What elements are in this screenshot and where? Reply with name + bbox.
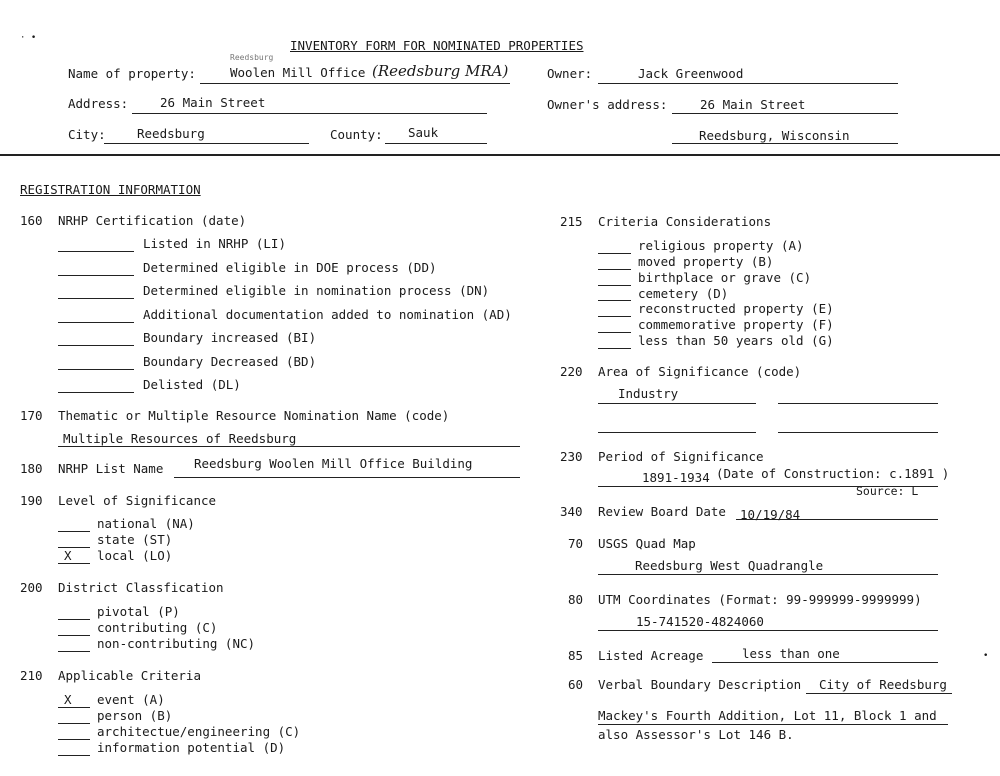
s60-title: Verbal Boundary Description xyxy=(598,677,802,692)
s200-item-2: contributing (C) xyxy=(97,620,218,635)
s210-blank-3 xyxy=(58,739,90,740)
s190-blank-2 xyxy=(58,547,90,548)
s210-item-1: event (A) xyxy=(97,692,165,707)
s190-item-2: state (ST) xyxy=(97,532,173,547)
s220-code: 220 xyxy=(560,364,583,379)
name-of-property-value: Woolen Mill Office xyxy=(230,65,366,80)
s60-field-line-2 xyxy=(598,724,948,725)
s210-blank-1 xyxy=(58,707,90,708)
s210-item-2: person (B) xyxy=(97,708,173,723)
s80-title: UTM Coordinates (Format: 99-999999-9999999) xyxy=(598,592,922,607)
s70-code: 70 xyxy=(568,536,584,551)
s220-value: Industry xyxy=(618,386,679,401)
s70-value: Reedsburg West Quadrangle xyxy=(635,558,824,573)
s230-note: (Date of Construction: c.1891 ) xyxy=(716,466,950,481)
header-divider xyxy=(0,154,1000,156)
name-handwritten-note: (Reedsburg MRA) xyxy=(372,62,509,80)
s160-code: 160 xyxy=(20,213,43,228)
owner-field-line xyxy=(598,83,898,84)
s180-value: Reedsburg Woolen Mill Office Building xyxy=(194,456,473,471)
address-value: 26 Main Street xyxy=(160,95,266,110)
s340-field-line xyxy=(736,519,938,520)
s160-title: NRHP Certification (date) xyxy=(58,213,247,228)
s160-item-6: Boundary Decreased (BD) xyxy=(143,354,317,369)
s215-item-3: birthplace or grave (C) xyxy=(638,270,812,285)
s200-blank-2 xyxy=(58,635,90,636)
s170-code: 170 xyxy=(20,408,43,423)
s215-item-4: cemetery (D) xyxy=(638,286,729,301)
s85-title: Listed Acreage xyxy=(598,648,704,663)
address-label: Address: xyxy=(68,96,129,111)
s200-blank-3 xyxy=(58,651,90,652)
s80-code: 80 xyxy=(568,592,584,607)
s160-item-1: Listed in NRHP (LI) xyxy=(143,236,286,251)
s215-code: 215 xyxy=(560,214,583,229)
owner-value: Jack Greenwood xyxy=(638,66,744,81)
address-field-line xyxy=(132,113,487,114)
s210-item-3: architectue/engineering (C) xyxy=(97,724,301,739)
s215-blank-3 xyxy=(598,285,631,286)
s190-title: Level of Significance xyxy=(58,493,217,508)
city-field-line xyxy=(104,143,309,144)
s220-title: Area of Significance (code) xyxy=(598,364,802,379)
s160-blank-6 xyxy=(58,369,134,370)
stray-mark-right: • xyxy=(983,651,989,661)
s210-blank-2 xyxy=(58,723,90,724)
s200-item-3: non-contributing (NC) xyxy=(97,636,256,651)
s170-field-line xyxy=(58,446,520,447)
name-small-note: Reedsburg xyxy=(230,53,274,62)
county-field-line xyxy=(385,143,487,144)
s230-value: 1891-1934 xyxy=(642,470,710,485)
s340-title: Review Board Date xyxy=(598,504,726,519)
s190-code: 190 xyxy=(20,493,43,508)
s180-code: 180 xyxy=(20,461,43,476)
s160-item-5: Boundary increased (BI) xyxy=(143,330,317,345)
s60-field-line-1 xyxy=(806,693,952,694)
s170-title: Thematic or Multiple Resource Nomination Name (code) xyxy=(58,408,450,423)
s190-blank-3 xyxy=(58,563,90,564)
s190-blank-1 xyxy=(58,531,90,532)
owner-address-label: Owner's address: xyxy=(547,97,668,112)
s200-item-1: pivotal (P) xyxy=(97,604,180,619)
s170-value: Multiple Resources of Reedsburg xyxy=(63,431,297,446)
s60-value-3: also Assessor's Lot 146 B. xyxy=(598,727,794,742)
s85-value: less than one xyxy=(742,646,840,661)
s70-title: USGS Quad Map xyxy=(598,536,696,551)
s160-blank-4 xyxy=(58,322,134,323)
s80-field-line xyxy=(598,630,938,631)
s210-mark-1: X xyxy=(64,692,72,707)
s160-blank-7 xyxy=(58,392,134,393)
s80-value: 15-741520-4824060 xyxy=(636,614,764,629)
s160-blank-2 xyxy=(58,275,134,276)
s160-item-7: Delisted (DL) xyxy=(143,377,241,392)
s230-source: Source: L xyxy=(856,484,919,498)
s70-field-line xyxy=(598,574,938,575)
s215-blank-1 xyxy=(598,253,631,254)
s210-blank-4 xyxy=(58,755,90,756)
s180-title: NRHP List Name xyxy=(58,461,164,476)
s215-item-5: reconstructed property (E) xyxy=(638,301,834,316)
s60-value-2: Mackey's Fourth Addition, Lot 11, Block 1 and xyxy=(598,708,937,723)
s220-field-line-4 xyxy=(778,432,938,433)
name-field-line xyxy=(200,83,510,84)
s220-field-line-3 xyxy=(598,432,756,433)
s85-field-line xyxy=(712,662,938,663)
s215-blank-7 xyxy=(598,348,631,349)
s210-title: Applicable Criteria xyxy=(58,668,201,683)
s160-item-4: Additional documentation added to nomination (AD) xyxy=(143,307,512,322)
s210-item-4: information potential (D) xyxy=(97,740,286,755)
s215-item-2: moved property (B) xyxy=(638,254,774,269)
city-value: Reedsburg xyxy=(137,126,205,141)
owner-label: Owner: xyxy=(547,66,593,81)
s215-item-1: religious property (A) xyxy=(638,238,804,253)
s160-blank-1 xyxy=(58,251,134,252)
s200-code: 200 xyxy=(20,580,43,595)
s340-code: 340 xyxy=(560,504,583,519)
s215-item-6: commemorative property (F) xyxy=(638,317,834,332)
s230-title: Period of Significance xyxy=(598,449,764,464)
name-of-property-label: Name of property: xyxy=(68,66,196,81)
s60-code: 60 xyxy=(568,677,584,692)
owner-city-field-line xyxy=(672,143,898,144)
s60-value-1: City of Reedsburg xyxy=(819,677,947,692)
stray-mark: · • xyxy=(20,33,37,43)
s210-code: 210 xyxy=(20,668,43,683)
s85-code: 85 xyxy=(568,648,584,663)
s340-value: 10/19/84 xyxy=(740,507,801,522)
s215-blank-5 xyxy=(598,316,631,317)
owner-city-value: Reedsburg, Wisconsin xyxy=(699,128,850,143)
s160-item-3: Determined eligible in nomination process (DN) xyxy=(143,283,490,298)
owner-address-value: 26 Main Street xyxy=(700,97,806,112)
registration-section-title: REGISTRATION INFORMATION xyxy=(20,182,201,197)
s160-item-2: Determined eligible in DOE process (DD) xyxy=(143,260,437,275)
s220-field-line-2 xyxy=(778,403,938,404)
s215-item-7: less than 50 years old (G) xyxy=(638,333,834,348)
s180-field-line xyxy=(174,477,520,478)
s215-blank-6 xyxy=(598,332,631,333)
owner-address-field-line xyxy=(672,113,898,114)
s215-title: Criteria Considerations xyxy=(598,214,772,229)
county-value: Sauk xyxy=(408,125,439,140)
s160-blank-3 xyxy=(58,298,134,299)
s230-code: 230 xyxy=(560,449,583,464)
s215-blank-2 xyxy=(598,269,631,270)
s220-field-line-1 xyxy=(598,403,756,404)
s190-mark-3: X xyxy=(64,548,72,563)
city-label: City: xyxy=(68,127,106,142)
county-label: County: xyxy=(330,127,383,142)
form-title: INVENTORY FORM FOR NOMINATED PROPERTIES xyxy=(290,38,584,53)
s160-blank-5 xyxy=(58,345,134,346)
s200-title: District Classfication xyxy=(58,580,224,595)
s190-item-3: local (LO) xyxy=(97,548,173,563)
s200-blank-1 xyxy=(58,619,90,620)
s190-item-1: national (NA) xyxy=(97,516,195,531)
s215-blank-4 xyxy=(598,300,631,301)
